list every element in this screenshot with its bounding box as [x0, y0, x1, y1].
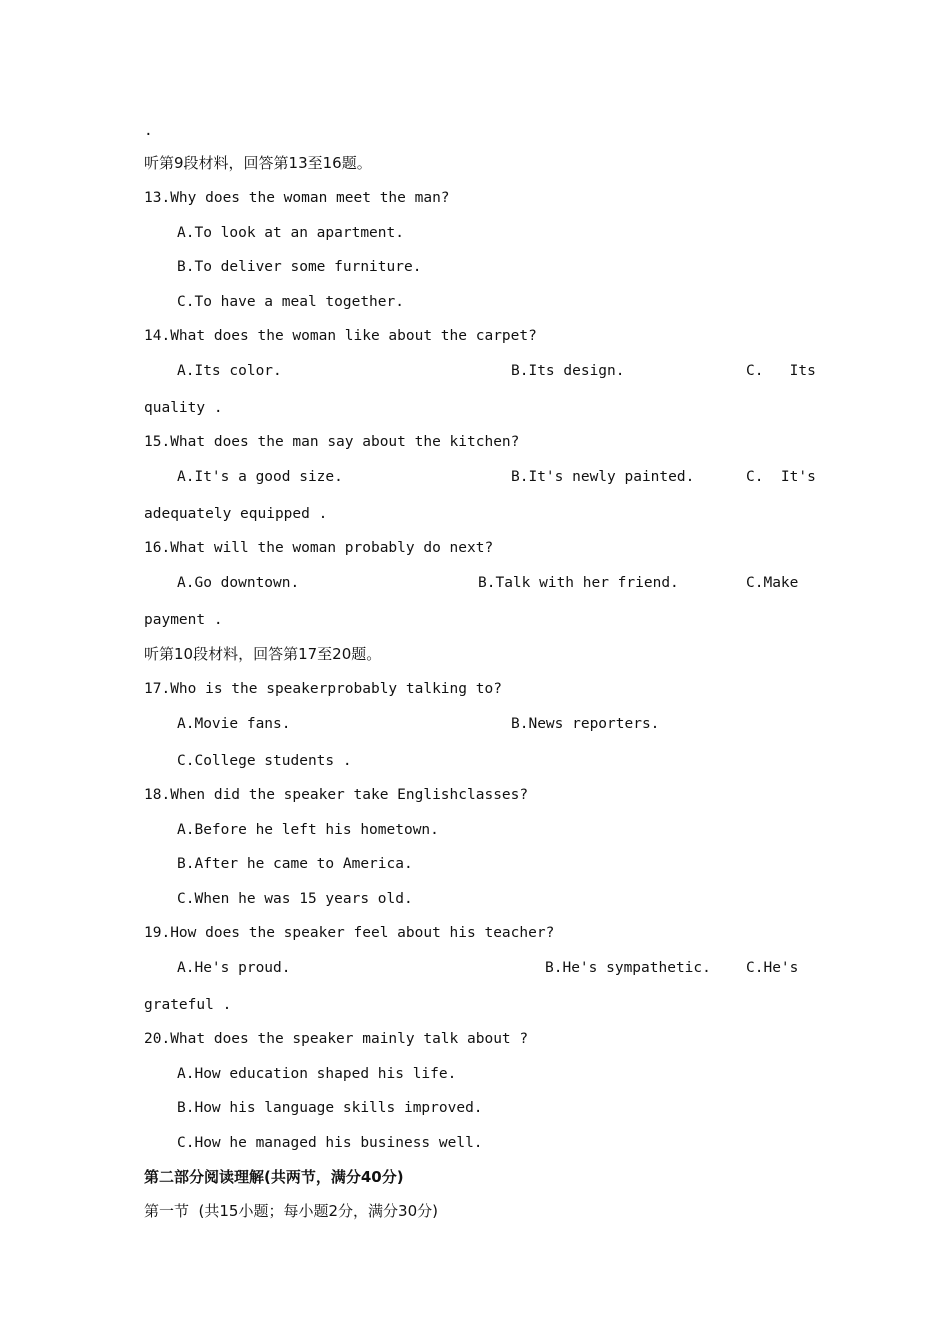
question-17: 17.Who is the speakerprobably talking to? [144, 681, 502, 697]
part-two-heading: 第二部分阅读理解(共两节，满分40分) [144, 1168, 404, 1186]
q15-option-b: B.It's newly painted. [511, 469, 695, 485]
stray-dot: . [144, 123, 153, 139]
question-19: 19.How does the speaker feel about his teacher? [144, 925, 555, 941]
q20-option-a: A.How education shaped his life. [177, 1066, 457, 1082]
q14-option-c-continued: quality . [144, 400, 223, 416]
q15-option-a: A.It's a good size. [177, 469, 343, 485]
q16-option-b: B.Talk with her friend. [478, 575, 679, 591]
q18-option-c: C.When he was 15 years old. [177, 891, 413, 907]
question-16: 16.What will the woman probably do next? [144, 540, 494, 556]
section-10-instruction: 听第10段材料，回答第17至20题。 [144, 645, 382, 663]
q14-option-c: C. Its [746, 363, 816, 379]
q16-option-c: C.Make [746, 575, 799, 591]
q19-option-c-continued: grateful . [144, 997, 232, 1013]
q19-option-b: B.He's sympathetic. [545, 960, 711, 976]
q17-option-b: B.News reporters. [511, 716, 660, 732]
q13-option-b: B.To deliver some furniture. [177, 259, 422, 275]
q14-option-a: A.Its color. [177, 363, 282, 379]
question-13: 13.Why does the woman meet the man? [144, 190, 450, 206]
section-one-heading: 第一节 (共15小题；每小题2分，满分30分) [144, 1202, 438, 1220]
q15-option-c: C. It's [746, 469, 816, 485]
q15-option-c-continued: adequately equipped . [144, 506, 328, 522]
q16-option-a: A.Go downtown. [177, 575, 300, 591]
q18-option-a: A.Before he left his hometown. [177, 822, 439, 838]
q20-option-b: B.How his language skills improved. [177, 1100, 483, 1116]
question-14: 14.What does the woman like about the carpet? [144, 328, 537, 344]
q19-option-c: C.He's [746, 960, 799, 976]
question-15: 15.What does the man say about the kitchen? [144, 434, 520, 450]
question-20: 20.What does the speaker mainly talk about ? [144, 1031, 529, 1047]
q19-option-a: A.He's proud. [177, 960, 291, 976]
question-18: 18.When did the speaker take Englishclasses? [144, 787, 529, 803]
q14-option-b: B.Its design. [511, 363, 625, 379]
q18-option-b: B.After he came to America. [177, 856, 413, 872]
section-9-instruction: 听第9段材料，回答第13至16题。 [144, 154, 372, 172]
q13-option-c: C.To have a meal together. [177, 294, 404, 310]
q13-option-a: A.To look at an apartment. [177, 225, 404, 241]
q17-option-c: C.College students . [177, 753, 352, 769]
q17-option-a: A.Movie fans. [177, 716, 291, 732]
q20-option-c: C.How he managed his business well. [177, 1135, 483, 1151]
q16-option-c-continued: payment . [144, 612, 223, 628]
